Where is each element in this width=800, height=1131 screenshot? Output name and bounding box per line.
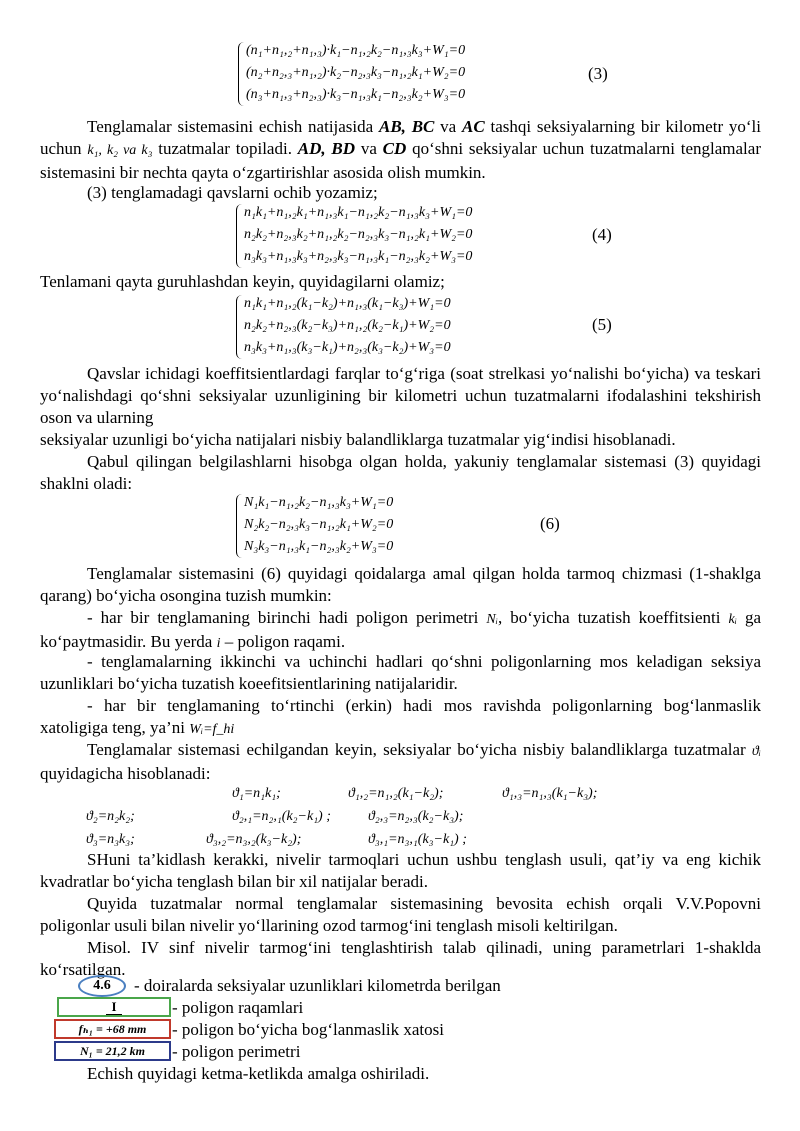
paragraph <box>40 739 761 785</box>
legend <box>40 975 761 1065</box>
paragraph: Tenglamalar sistemasini (6) quyidagi qoidalarga amal qilgan holda tarmoq chizmasi (1-shaklga qarang) bo‘yicha osongina tuzish mumkin: <box>40 564 761 605</box>
legend-text: - poligon perimetri <box>172 1042 301 1061</box>
equation-number: (6) <box>540 514 560 533</box>
equation-line: N₂k₂−n₂,₃k₃−n₁,₂k₁+W₂=0 <box>244 517 394 532</box>
text-run: Tenglamalar sistemasi echilgandan keyin, seksiyalar bo‘yicha nisbiy balandliklarga tuzatmalar <box>87 740 752 759</box>
text-run: va <box>355 139 383 158</box>
section-length-symbol: 4.6 <box>78 975 126 997</box>
equation-line: n₁k₁+n₁,₂k₁+n₁,₃k₁−n₁,₂k₂−n₁,₃k₃+W₁=0 <box>244 205 473 220</box>
left-brace <box>238 42 245 106</box>
paragraph: Quyida tuzatmalar normal tenglamalar sistemasining bevosita echish orqali V.V.Popovni poligonlar usuli bilan nivelir yo‘llarining ozod tarmog‘ini tenglash misoli keltirilgan. <box>40 894 761 935</box>
paragraph: seksiyalar uzunligi bo‘yicha natijalari nisbiy balandliklarga tuzatmalar yig‘indisi hisoblanadi. <box>40 430 676 449</box>
formula: ϑ₃=n₃k₃; <box>86 832 135 847</box>
equation-line: n₃k₃+n₁,₃(k₃−k₁)+n₂,₃(k₃−k₂)+W₃=0 <box>244 340 451 355</box>
paragraph: - tenglamalarning ikkinchi va uchinchi hadlari qo‘shni poligonlarning mos keladigan seksiya uzunliklari bo‘yicha tuzatish koeefitsientlarining natijalaridir. <box>40 652 761 693</box>
left-brace <box>236 494 243 558</box>
formula: ϑ₁,₃=n₁,₃(k₁−k₃); <box>502 786 598 801</box>
text-run: - har bir tenglamaning birinchi hadi poligon perimetri <box>87 608 487 627</box>
formula: ϑ₂,₁=n₂,₁(k₂−k₁) ; <box>232 809 331 824</box>
math-inline: k₁, k₂ va k₃ <box>87 143 153 158</box>
misclosure-symbol: fₕ₁ = +68 mm <box>54 1019 171 1039</box>
paragraph: Tenlamani qayta guruhlashdan keyin, quyidagilarni olamiz; <box>40 272 445 291</box>
equation-line: n₂k₂+n₂,₃k₂+n₁,₂k₂−n₂,₃k₃−n₁,₂k₁+W₂=0 <box>244 227 473 242</box>
formula: ϑ₁=n₁k₁; <box>232 786 281 801</box>
text-run: tashqi seksiyalarning bir kilometr yo‘li uchun <box>40 117 762 158</box>
equation-system-3 <box>238 40 466 108</box>
legend-text: - poligon raqamlari <box>172 998 304 1017</box>
paragraph: Qabul qilingan belgilashlarni hisobga olgan holda, yakuniy tenglamalar sistemasi (3) quyidagi shaklni oladi: <box>40 452 761 493</box>
paragraph <box>40 607 761 655</box>
formula: ϑ₃,₁=n₃,₁(k₃−k₁) ; <box>368 832 467 847</box>
equation-line: n₃k₃+n₁,₃k₃+n₂,₃k₃−n₁,₃k₁−n₂,₃k₂+W₃=0 <box>244 249 473 264</box>
equation-line: (n₁+n₁,₂+n₁,₃)·k₁−n₁,₂k₂−n₁,₃k₃+W₁=0 <box>246 43 466 58</box>
paragraph: SHuni ta’kidlash kerakki, nivelir tarmoqlari uchun ushbu tenglash usuli, qat’iy va eng kichik kvadratlar bo‘yicha tenglash bilan bir xil natijalar beradi. <box>40 850 761 891</box>
math-inline: Nᵢ <box>486 612 498 627</box>
math-inline: ϑᵢ <box>751 744 761 759</box>
section-label: AC <box>462 117 485 136</box>
paragraph <box>40 695 761 741</box>
text-run: tuzatmalar topiladi. <box>152 139 298 158</box>
legend-text: - doiralarda seksiyalar uzunliklari kilometrda berilgan <box>134 976 501 995</box>
equation-number: (4) <box>592 225 612 244</box>
paragraph: Qavslar ichidagi koeffitsientlardagi farqlar to‘g‘riga (soat strelkasi yo‘nalishi bo‘yicha) va teskari yo‘nalishdagi qo‘shni seksiyalar uzunligining bir kilometri uchun tuzatmalarni ifodalashini tekshirish oson va ularning <box>40 364 761 427</box>
equation-line: N₁k₁−n₁,₂k₂−n₁,₃k₃+W₁=0 <box>244 495 394 510</box>
formula: ϑ₂=n₂k₂; <box>86 809 135 824</box>
text-run: qo‘shni seksiyalar uchun tuzatmalarni tenglamalar sistemasini bir nechta qayta o‘zgartirishlar asosida olish mumkin. <box>40 139 761 182</box>
perimeter-symbol: N₁ = 21,2 km <box>54 1041 171 1061</box>
paragraph: Misol. IV sinf nivelir tarmog‘ini tenglashtirish talab qilinadi, uning parametrlari 1-shaklda ko‘rsatilgan. <box>40 938 761 979</box>
formula: ϑ₁,₂=n₁,₂(k₁−k₂); <box>348 786 444 801</box>
text-run: – poligon raqami. <box>220 632 346 651</box>
equation-number: (3) <box>588 64 608 83</box>
equation-system-4 <box>236 202 473 270</box>
equation-line: n₂k₂+n₂,₃(k₂−k₃)+n₁,₂(k₂−k₁)+W₂=0 <box>244 318 451 333</box>
math-inline: kᵢ <box>728 612 737 627</box>
equation-line: (n₃+n₁,₃+n₂,₃)·k₃−n₁,₃k₁−n₂,₃k₂+W₃=0 <box>246 87 466 102</box>
math-inline: Wᵢ=f_hi <box>189 722 235 737</box>
text-run: - har bir tenglamaning to‘rtinchi (erkin) hadi mos ravishda poligonlarning bog‘lanmaslik xatoligiga teng, ya’ni <box>40 696 761 737</box>
left-brace <box>236 204 243 268</box>
text-run: , bo‘yicha tuzatish koeffitsienti <box>497 608 729 627</box>
section-label: CD <box>382 139 407 158</box>
equation-line: N₃k₃−n₁,₃k₁−n₂,₃k₂+W₃=0 <box>244 539 394 554</box>
paragraph <box>40 116 761 184</box>
equation-system-6 <box>236 492 394 560</box>
equation-number: (5) <box>592 315 612 334</box>
text-run: ga ko‘paytmasidir. Bu yerda <box>40 608 761 651</box>
left-brace <box>236 295 243 359</box>
formula: ϑ₂,₃=n₂,₃(k₂−k₃); <box>368 809 464 824</box>
section-label: AD, BD <box>297 139 356 158</box>
legend-text: - poligon bo‘yicha bog‘lanmaslik xatosi <box>172 1020 444 1039</box>
section-label: AB, BC <box>378 117 435 136</box>
equation-line: n₁k₁+n₁,₂(k₁−k₂)+n₁,₃(k₁−k₃)+W₁=0 <box>244 296 451 311</box>
text-run: va <box>434 117 462 136</box>
paragraph: (3) tenglamadagi qavslarni ochib yozamiz; <box>87 183 378 202</box>
paragraph: Echish quyidagi ketma-ketlikda amalga oshiriladi. <box>87 1064 430 1083</box>
math-inline: i <box>216 636 221 651</box>
symbol-text: I <box>106 999 121 1015</box>
formula: ϑ₃,₂=n₃,₂(k₃−k₂); <box>206 832 302 847</box>
polygon-number-symbol <box>57 997 171 1017</box>
text-run: Tenglamalar sistemasini echish natijasida <box>87 117 379 136</box>
equation-line: (n₂+n₂,₃+n₁,₂)·k₂−n₂,₃k₃−n₁,₂k₁+W₂=0 <box>246 65 466 80</box>
equation-system-5 <box>236 293 451 361</box>
text-run: quyidagicha hisoblanadi: <box>40 764 211 783</box>
